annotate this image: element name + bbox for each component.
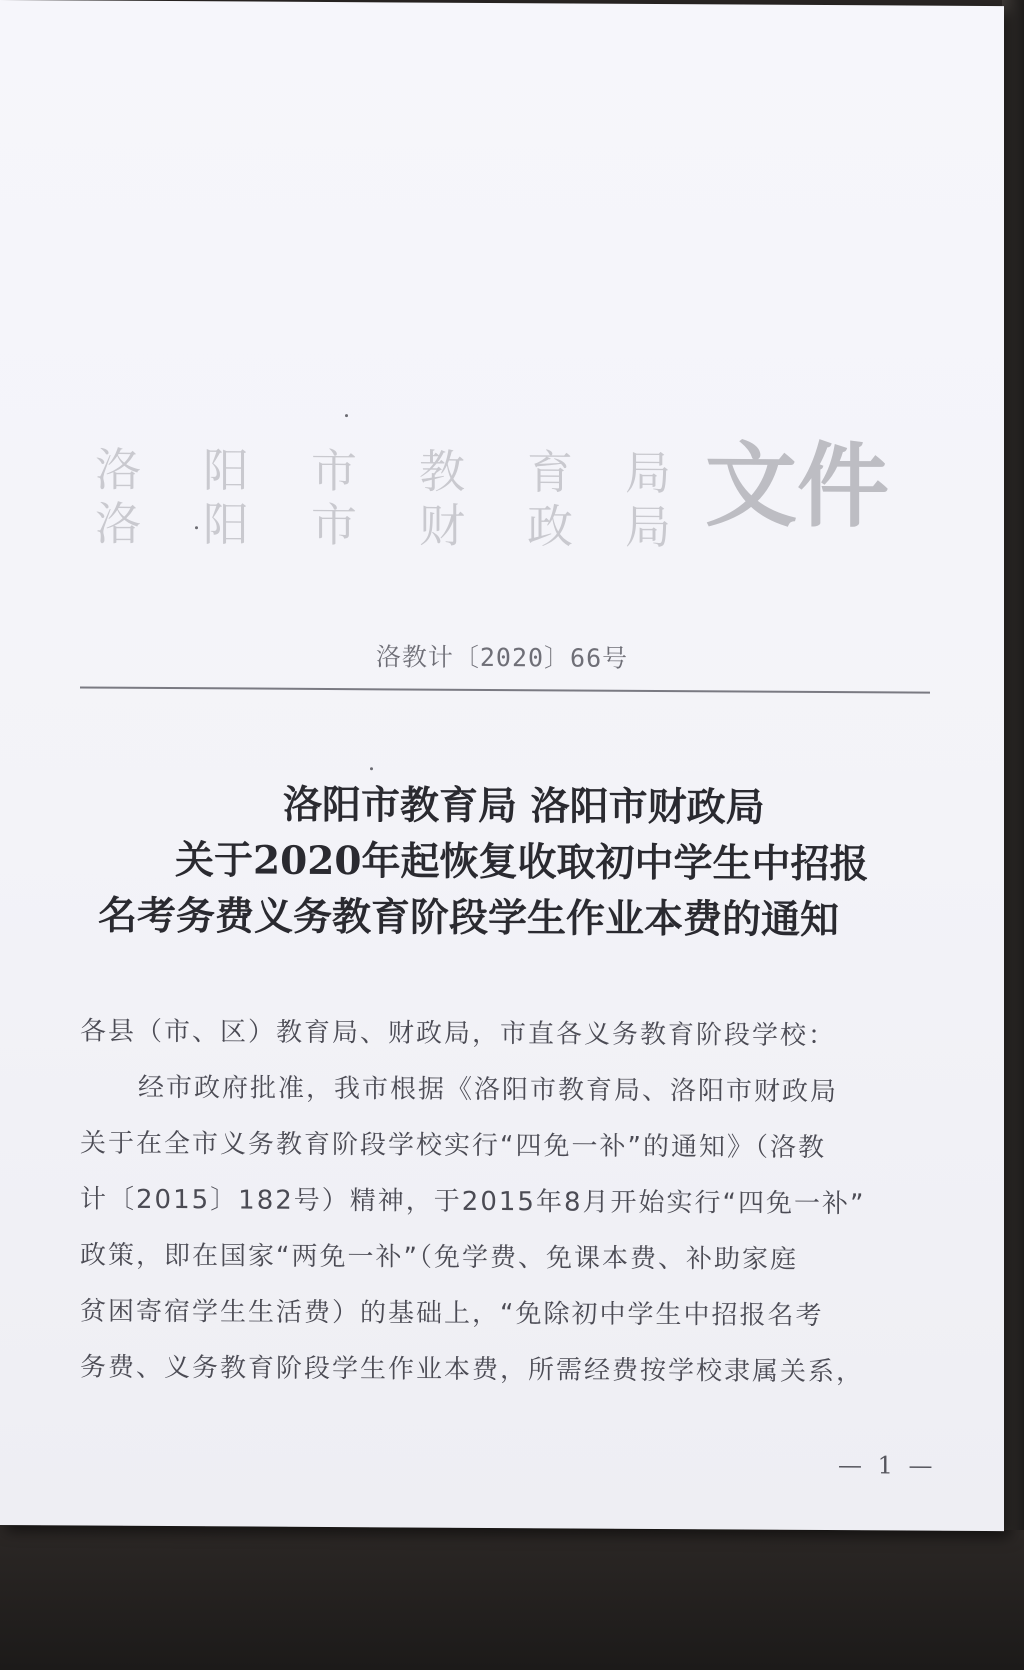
- letterhead-char: 市: [311, 443, 357, 499]
- letterhead-char: 政: [527, 499, 573, 554]
- letterhead-char: 阳: [203, 497, 249, 552]
- document-number: 洛教计〔2020〕66号: [375, 642, 629, 673]
- letterhead-char: 教: [419, 444, 465, 499]
- print-speck: [370, 767, 373, 770]
- salutation: 各县（市、区）教育局、财政局，市直各义务教育阶段学校：: [80, 1016, 837, 1052]
- letterhead-char: 局: [625, 445, 671, 501]
- print-speck: [345, 414, 348, 417]
- letterhead-char: 洛: [95, 442, 141, 497]
- body-line: 贫困寄宿学生生活费）的基础上，“免除初中学生中招报名考: [80, 1296, 824, 1332]
- body-line: 关于在全市义务教育阶段学校实行“四免一补”的通知》（洛教: [80, 1128, 826, 1164]
- letterhead-char: 财: [419, 498, 465, 553]
- title-line-1: 洛阳市教育局 洛阳市财政局: [283, 781, 765, 831]
- letterhead-char: 阳: [203, 443, 249, 498]
- title-line-3: 名考务费义务教育阶段学生作业本费的通知: [98, 892, 840, 944]
- letterhead-char: 育: [527, 445, 573, 500]
- letterhead-document-mark: 文件: [705, 432, 890, 541]
- body-line: 政策，即在国家“两免一补”（免学费、免课本费、补助家庭: [80, 1240, 798, 1275]
- document-title: [0, 775, 1004, 949]
- print-speck: [195, 526, 198, 529]
- body-line: 计〔2015〕182号）精神，于2015年8月开始实行“四免一补”: [80, 1184, 866, 1220]
- letterhead-char: 洛: [95, 496, 141, 551]
- page-number: — 1 —: [838, 1451, 937, 1480]
- page-edge-shadow: [1002, 0, 1024, 1530]
- letterhead-char: 局: [625, 499, 671, 555]
- body-line: 务费、义务教育阶段学生作业本费，所需经费按学校隶属关系，: [80, 1352, 865, 1388]
- title-line-2: 关于2020年起恢复收取初中学生中招报: [175, 837, 869, 888]
- divider-rule: [80, 686, 930, 693]
- letterhead: [95, 432, 895, 556]
- document-body: [80, 1003, 940, 1400]
- body-line: 经市政府批准，我市根据《洛阳市教育局、洛阳市财政局: [138, 1072, 839, 1108]
- letterhead-char: 市: [311, 497, 357, 553]
